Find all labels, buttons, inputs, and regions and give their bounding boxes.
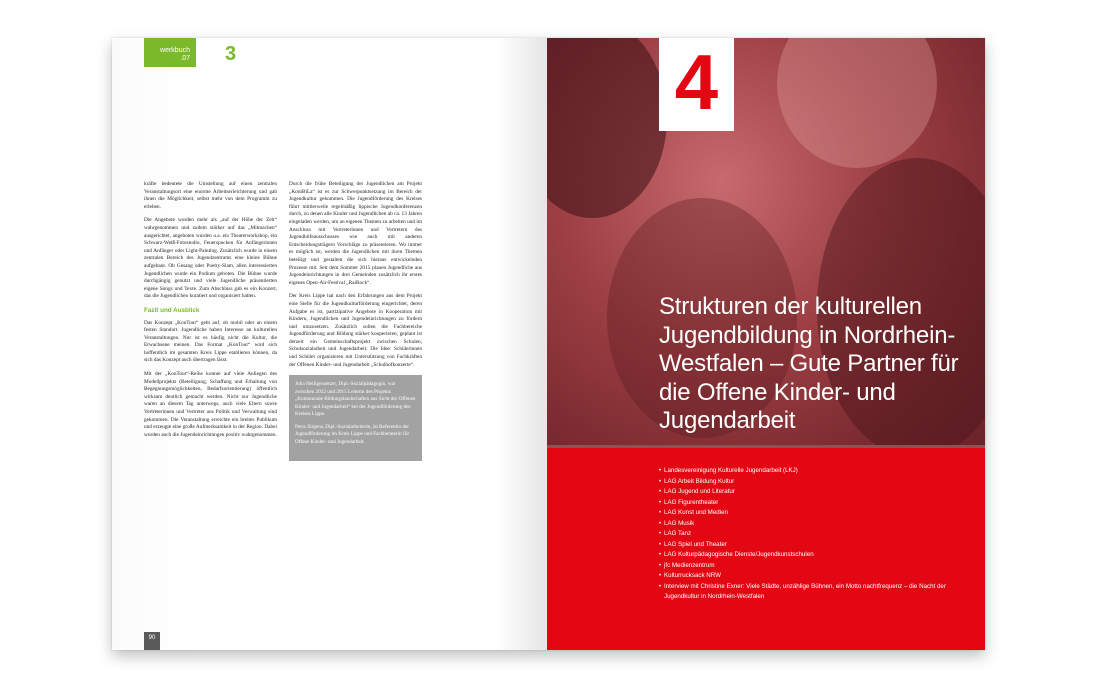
- contents-item: • Interview mit Christine Exner: Viele Städte, unzählige Bühnen, ein Motto nachtfrequenz – die Nacht der Jugendkultur in Nordrhein-Westfalen: [659, 582, 979, 603]
- contents-item: • jfc Medienzentrum: [659, 561, 979, 572]
- chapter-number-box: [659, 38, 734, 131]
- text-column-2: [289, 181, 422, 461]
- contents-item: • Landesvereinigung Kulturelle Jugendarbeit (LKJ): [659, 466, 979, 477]
- paragraph: Die Angebote wurden mehr als „auf der Höhe der Zeit“ wahrgenommen und zudem stärker auf das „Mitmachen“ ausgerichtet, angeboten wurden u.a. ein Theaterworkshop, ein Schwarz-Weiß-Fotostudio, Feuerspucken für Anfängerinnen und Anfänger oder Light-Painting. Zusätzlich wurde in einem zentralen Bereich des Jugendzentrums eine kleine Bühne aufgebaut. Ob Gesang oder Poetry-Slam, allen interessierten Jugendlichen wurde ein Podium geboten. Die Bühne wurde durchgängig genutzt und viele Jugendliche präsentierten eigene Songs und Texte. Zum Abschluss gab es ein Konzert, das die Jugendlichen kuratiert und organisiert hatten.: [144, 217, 277, 300]
- paragraph: Der Kreis Lippe hat nach den Erfahrungen aus dem Projekt eine Stelle für die Jugendkulturförderung eingerichtet, deren Aufgabe es ist, partizipative Angebote in Kooperation mit Kindern, Jugendlichen und Jugendeinrichtungen zu fördern und umzusetzen. Zusätzlich sollen die Fachbereiche Jugendförderung und Bildung stärker kooperieren, geplant ist derzeit ein Gemeinschaftsprojekt zwischen Schulen, Schulsozialarbeit und Jugendarbeit. Die Idee: Schülerinnen und Schüler organisieren mit Unterstützung von Fachkräften der Offenen Kinder- und Jugendarbeit „Schulhofkonzerte“.: [289, 293, 422, 368]
- paragraph: Durch die frühe Beteiligung der Jugendlichen am Projekt „KomBiLa“ ist es zur Schwerpunktsetzung im Bereich der Jugendkultur gekommen. Die Jugendförderung des Kreises führt mittlerweile regelmäßig lippische Jugendkonferenzen durch, zu denen alle Kinder und Jugendlichen ab ca. 13 Jahren eingeladen werden, um an eigenen Themen zu arbeiten und im Anschluss mit Vertreterinnen und Vertretern des Jugendhilfeausschusses wie auch mit anderen Entscheidungsträgern Vorschläge zu präsentieren. Wo immer es möglich ist, werden die Jugendlichen mit ihren Themen beteiligt und gestalten die sich hieraus entwickelnden Prozesse mit. Seit dem Sommer 2015 planen Jugendliche aus Jugendeinrichtungen in drei Gemeinden zusätzlich ihr erstes eigenes Open-Air-Festival „RaiRock“.: [289, 181, 422, 286]
- contents-item: • LAG Arbeit Bildung Kultur: [659, 477, 979, 488]
- text-column-1: [144, 181, 277, 445]
- paragraph: kräfte bedeutete die Umstellung auf einen zentralen Veranstaltungsort eine enorme Arbeitserleichterung und gab ihnen die Möglichkeit, selbst mehr von dem Programm zu erleben.: [144, 181, 277, 210]
- author-bio: Petra Jürgens, Dipl.-Sozialarbeiterin, ist Referentin der Jugendförderung im Kreis Lippe und Fachberaterin für Offene Kinder- und Jugendarbeit.: [295, 423, 410, 445]
- contents-item: • LAG Kunst und Medien: [659, 508, 979, 519]
- tab-subtitle: .07: [180, 55, 190, 62]
- section-tab: [144, 38, 196, 67]
- chapter-number: 4: [674, 38, 719, 126]
- contents-item: • LAG Tanz: [659, 529, 979, 540]
- tab-title: werkbuch: [160, 47, 190, 54]
- paragraph: Mit der „KonTour“-Reihe konnte auf viele Anliegen des Modellprojekts (Beteiligung, Schaffung und Erhaltung von Begegnungsmöglichkeiten, Bedarfsorientierung) öffentlich wirksam deutlich gemacht werden. Nicht nur Jugendliche waren an diesem Tag unterwegs, auch viele Eltern sowie Vertreterinnen und Vertreter aus Politik und Verwaltung sind gekommen. Die Veranstaltung erreichte ein breites Publikum und erzeugte eine große Aufmerksamkeit in der Region. Dabei wurden auch die Jugendeinrichtungen positiv wahrgenommen.: [144, 371, 277, 438]
- contents-item: • LAG Kulturpädagogische Dienste/Jugendkunstschulen: [659, 550, 979, 561]
- contents-item: • LAG Musik: [659, 519, 979, 530]
- contents-item: • Kulturrucksack NRW: [659, 571, 979, 582]
- book-spread: [112, 38, 985, 650]
- contents-item: • LAG Spiel und Theater: [659, 540, 979, 551]
- right-page: [547, 38, 985, 650]
- contents-item: • LAG Jugend und Literatur: [659, 487, 979, 498]
- author-bio: Julia Heiligensetzer, Dipl.-Sozialpädagogin, war zwischen 2012 und 2015 Leiterin des Projekts „Kommunale Bildungslandschaften aus Sicht der Offenen Kinder- und Jugendarbeit“ bei der Jugendförderung des Kreises Lippe.: [295, 381, 416, 418]
- chapter-headline: Strukturen der kulturellen Jugendbildung in Nordrhein-Westfalen – Gute Partner für die Offene Kinder- und Jugendarbeit: [659, 293, 959, 434]
- author-info-box: [289, 375, 422, 461]
- chapter-number: 3: [225, 43, 237, 65]
- section-subheading: Fazit und Ausblick: [144, 306, 200, 314]
- contents-item: • LAG Figurentheater: [659, 498, 979, 509]
- page-number: 90: [144, 632, 160, 650]
- chapter-contents-list: [659, 466, 979, 603]
- left-page: [112, 38, 547, 650]
- paragraph: Das Konzept „KonTour“ geht auf, ob mobil oder an einem festen Standort. Jugendliche haben Interesse an kulturellen Veranstaltungen. Nur ist es häufig nicht die Kultur, die Erwachsene meinen. Das Format „KonTour“ wird sich hoffentlich im gesamten Kreis Lippe etablieren können, da sich das Konzept auch übertragen lässt.: [144, 319, 277, 364]
